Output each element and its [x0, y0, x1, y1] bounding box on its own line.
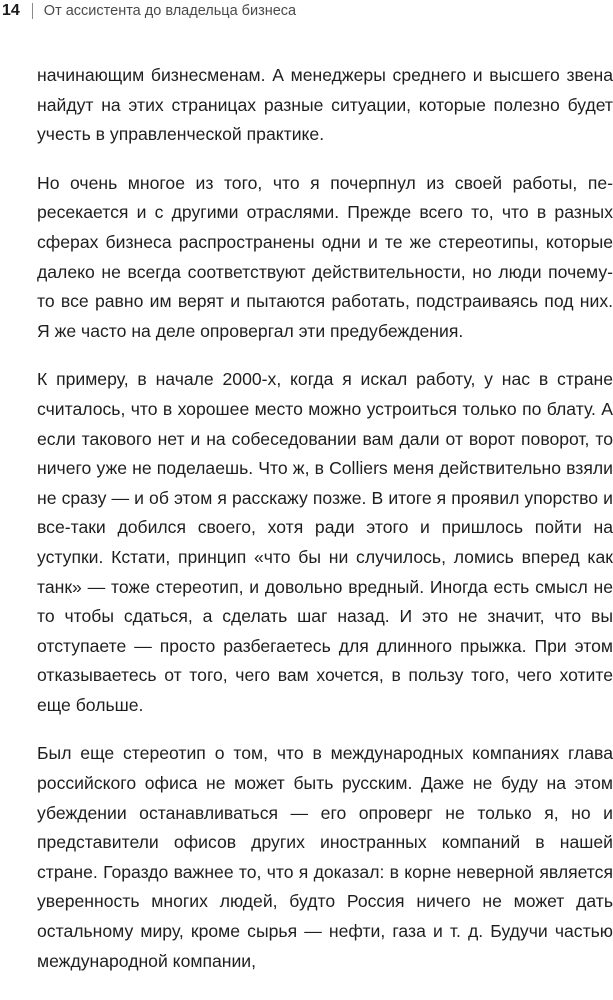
header-divider: [32, 3, 33, 19]
paragraph-4: Был еще стереотип о том, что в международных компаниях глава российского офиса не может быть русским. Даже не буду на этом убеждении останавливаться — его опроверг не только я, но и представители офисов других иностранных компаний в нашей стране. Гораздо важнее то, что я доказал: в корне неверной является уверенность многих людей, будто Россия ничего не может дать остальному миру, кроме сырья — нефти, газа и т. д. Будучи частью международной компании,: [37, 743, 613, 971]
paragraph-2: Но очень многое из того, что я почерпнул из своей работы, пересекается и с другими отраслями. Прежде всего то, что в разных сферах бизнеса распространены одни и те же стереотипы, которые далеко не всегда соответствуют действительности, но люди почему-то все равно им верят и пытаются работать, подстраиваясь под них. Я же часто на деле опровергал эти предубеждения.: [37, 172, 613, 341]
page-number: 14: [2, 2, 20, 19]
paragraph-3: К примеру, в начале 2000-х, когда я искал работу, у нас в стране считалось, что в хорошее место можно устроиться только по блату. А если такового нет и на собеседовании вам дали от ворот поворот, то ничего уже не поделаешь. Что ж, в Colliers меня действительно взяли не сразу — и об этом я расскажу позже. В итоге я проявил упорство и все-таки добился своего, хотя ради этого и пришлось пойти на уступки. Кстати, принцип «что бы ни случилось, ломись вперед как танк» — тоже стереотип, и довольно вредный. Иногда есть смысл не то чтобы сдаться, а сделать шаг назад. И это не значит, что вы отступаете — просто разбегаетесь для длинного прыжка. При этом отказываетесь от того, чего вам хочется, в пользу того, чего хотите еще больше.: [37, 369, 613, 715]
running-title: От ассистента до владельца бизнеса: [43, 3, 297, 19]
body-text: [37, 61, 613, 995]
running-header: [0, 0, 296, 22]
paragraph-1: начинающим бизнесменам. А менеджеры среднего и высшего звена найдут на этих страницах разные ситуации, которые полезно будет учесть в управленческой практике.: [37, 65, 613, 145]
